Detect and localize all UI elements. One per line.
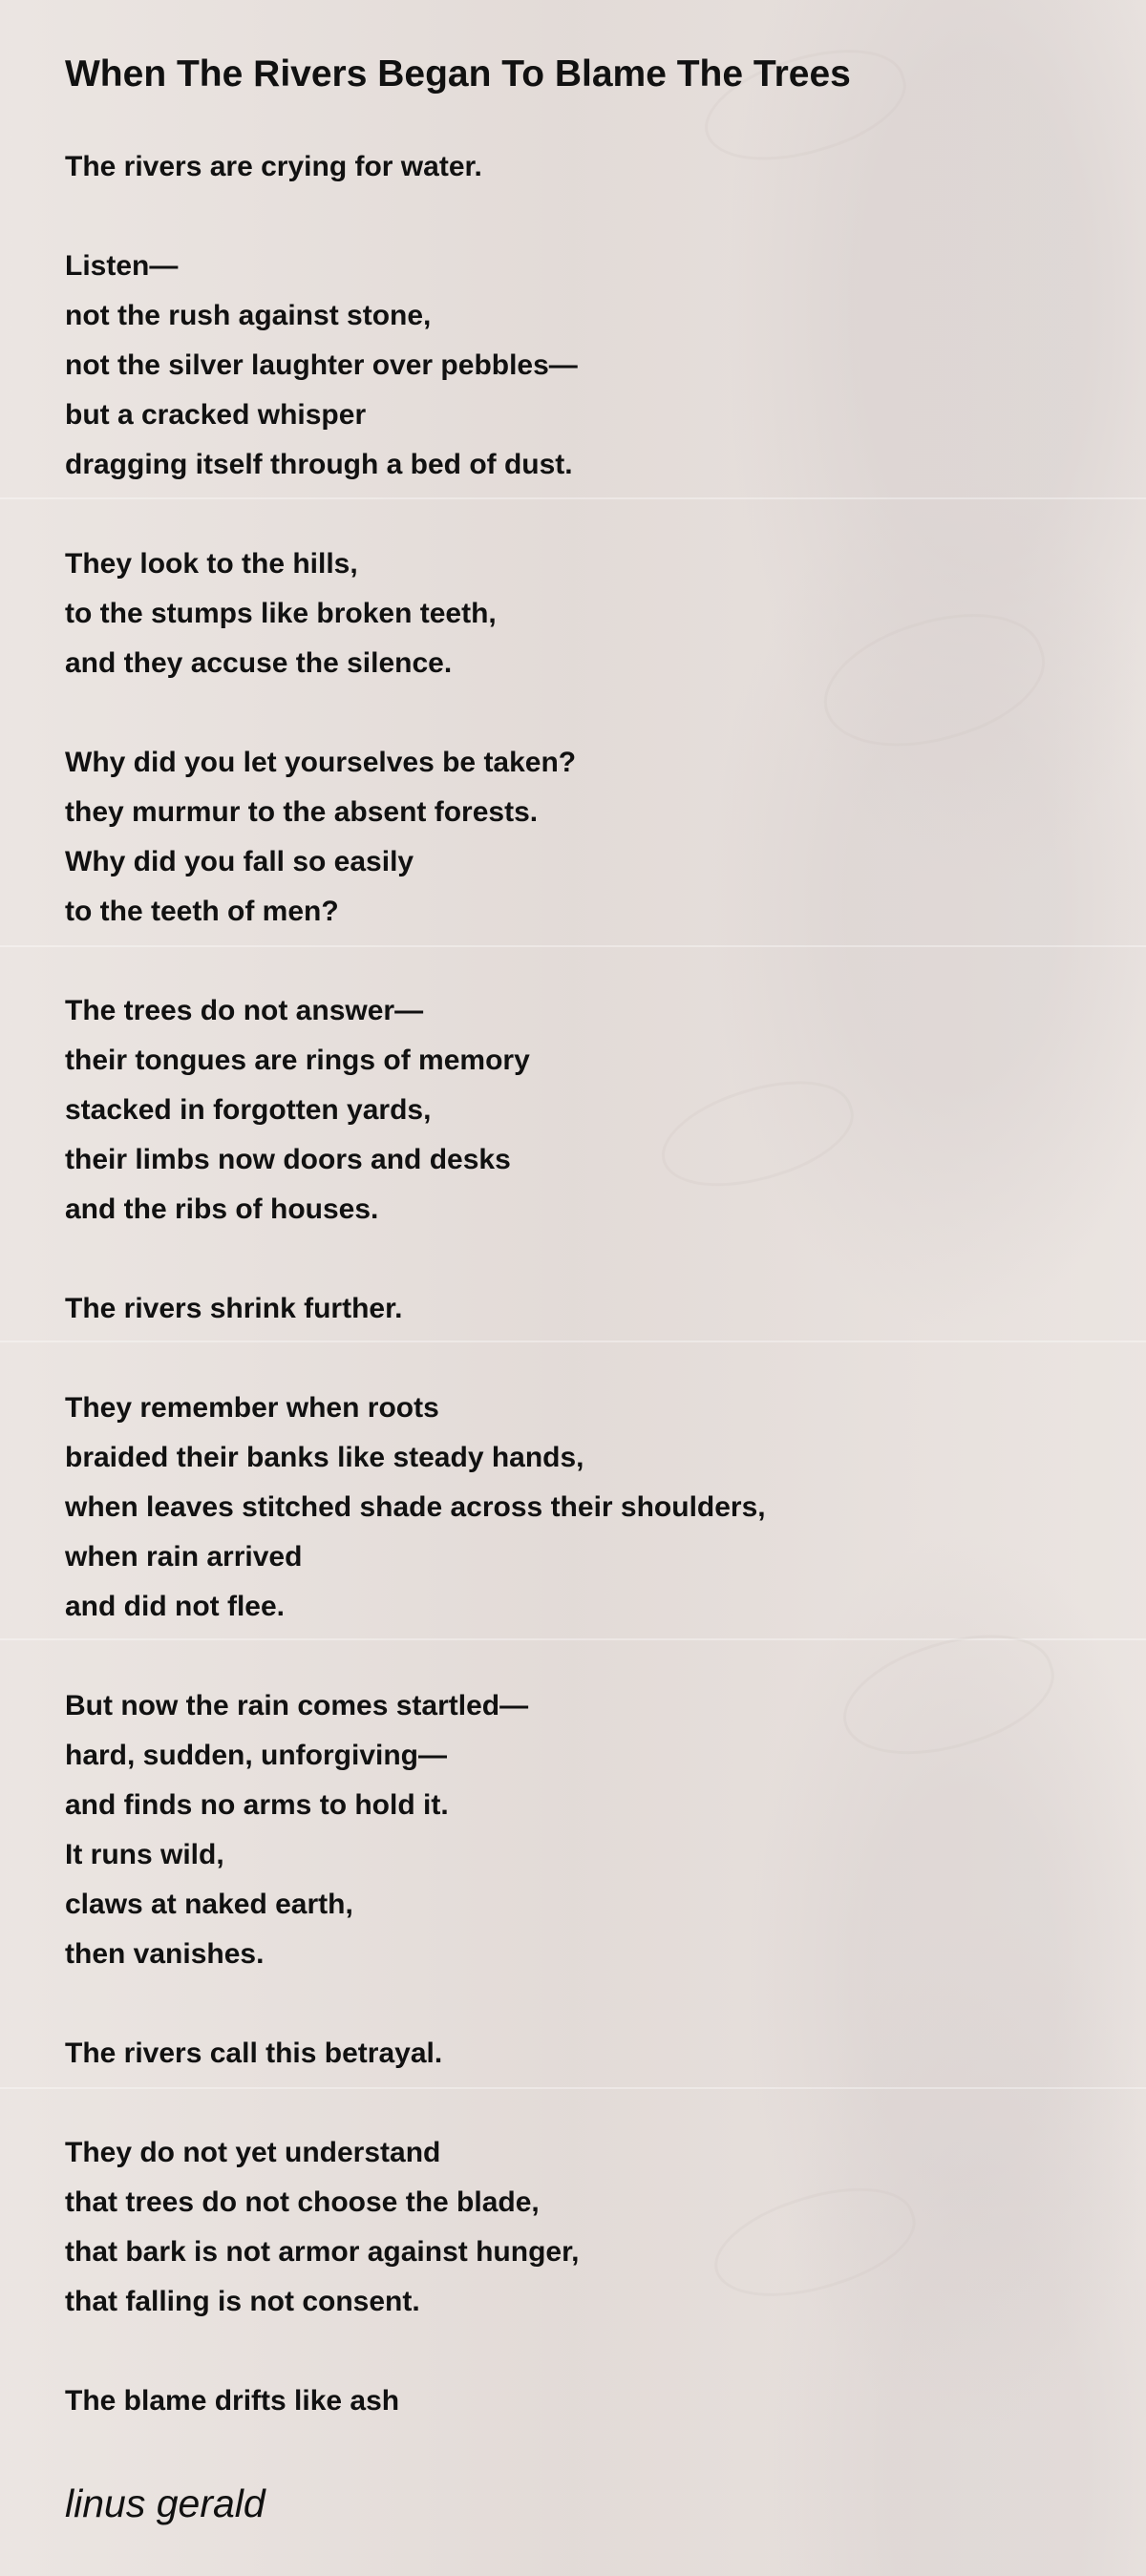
poem-line: claws at naked earth, <box>65 1889 353 1920</box>
poem-line: Why did you fall so easily <box>65 846 414 877</box>
poem-stanza <box>65 142 1096 192</box>
poem-stanza <box>65 242 1096 490</box>
poem-author: linus gerald <box>65 2481 265 2525</box>
poem-line: Listen— <box>65 250 179 282</box>
poem-line: then vanishes. <box>65 1938 265 1970</box>
poem-stanza <box>65 738 1096 937</box>
poem-line: and the ribs of houses. <box>65 1193 379 1225</box>
poem-line: they murmur to the absent forests. <box>65 796 539 828</box>
poem-stanza <box>65 539 1096 688</box>
poem-line: The trees do not answer— <box>65 995 424 1026</box>
poem-line: not the rush against stone, <box>65 300 432 331</box>
poem-line: The blame drifts like ash <box>65 2385 400 2417</box>
poem-body <box>65 142 1096 2426</box>
poem-line: to the teeth of men? <box>65 896 339 927</box>
poem-line: not the silver laughter over pebbles— <box>65 349 578 381</box>
poem-line: stacked in forgotten yards, <box>65 1094 432 1126</box>
poem-stanza <box>65 986 1096 1235</box>
poem-line: They remember when roots <box>65 1392 439 1424</box>
poem-stanza <box>65 1284 1096 1334</box>
poem-line: their tongues are rings of memory <box>65 1045 530 1076</box>
poem-line: dragging itself through a bed of dust. <box>65 449 573 480</box>
poem-line: and they accuse the silence. <box>65 647 453 679</box>
poem-line: and did not flee. <box>65 1591 285 1622</box>
poem-line: braided their banks like steady hands, <box>65 1442 584 1473</box>
poem-line: and finds no arms to hold it. <box>65 1789 449 1821</box>
poem-stanza <box>65 2376 1096 2426</box>
poem-title: When The Rivers Began To Blame The Trees <box>65 53 851 95</box>
poem-line: that trees do not choose the blade, <box>65 2186 540 2218</box>
poem-line: They do not yet understand <box>65 2137 441 2168</box>
poem-line: It runs wild, <box>65 1839 224 1870</box>
poem-line: that bark is not armor against hunger, <box>65 2236 580 2268</box>
poem-line: hard, sudden, unforgiving— <box>65 1740 447 1771</box>
poem-line: their limbs now doors and desks <box>65 1144 511 1175</box>
poem-line: The rivers shrink further. <box>65 1293 403 1324</box>
poem-line: But now the rain comes startled— <box>65 1690 529 1721</box>
poem-line: that falling is not consent. <box>65 2286 420 2317</box>
poem-line: The rivers call this betrayal. <box>65 2038 443 2069</box>
poem-line: but a cracked whisper <box>65 399 367 431</box>
poem-stanza <box>65 2128 1096 2327</box>
poem-line: They look to the hills, <box>65 548 358 580</box>
poem-line: when rain arrived <box>65 1541 303 1573</box>
poem-stanza <box>65 1383 1096 1632</box>
poem-stanza <box>65 1681 1096 1979</box>
poem-line: when leaves stitched shade across their shoulders, <box>65 1491 766 1523</box>
poem-line: The rivers are crying for water. <box>65 151 482 182</box>
poem-line: Why did you let yourselves be taken? <box>65 747 577 778</box>
poem-stanza <box>65 2029 1096 2079</box>
poem-line: to the stumps like broken teeth, <box>65 598 497 629</box>
